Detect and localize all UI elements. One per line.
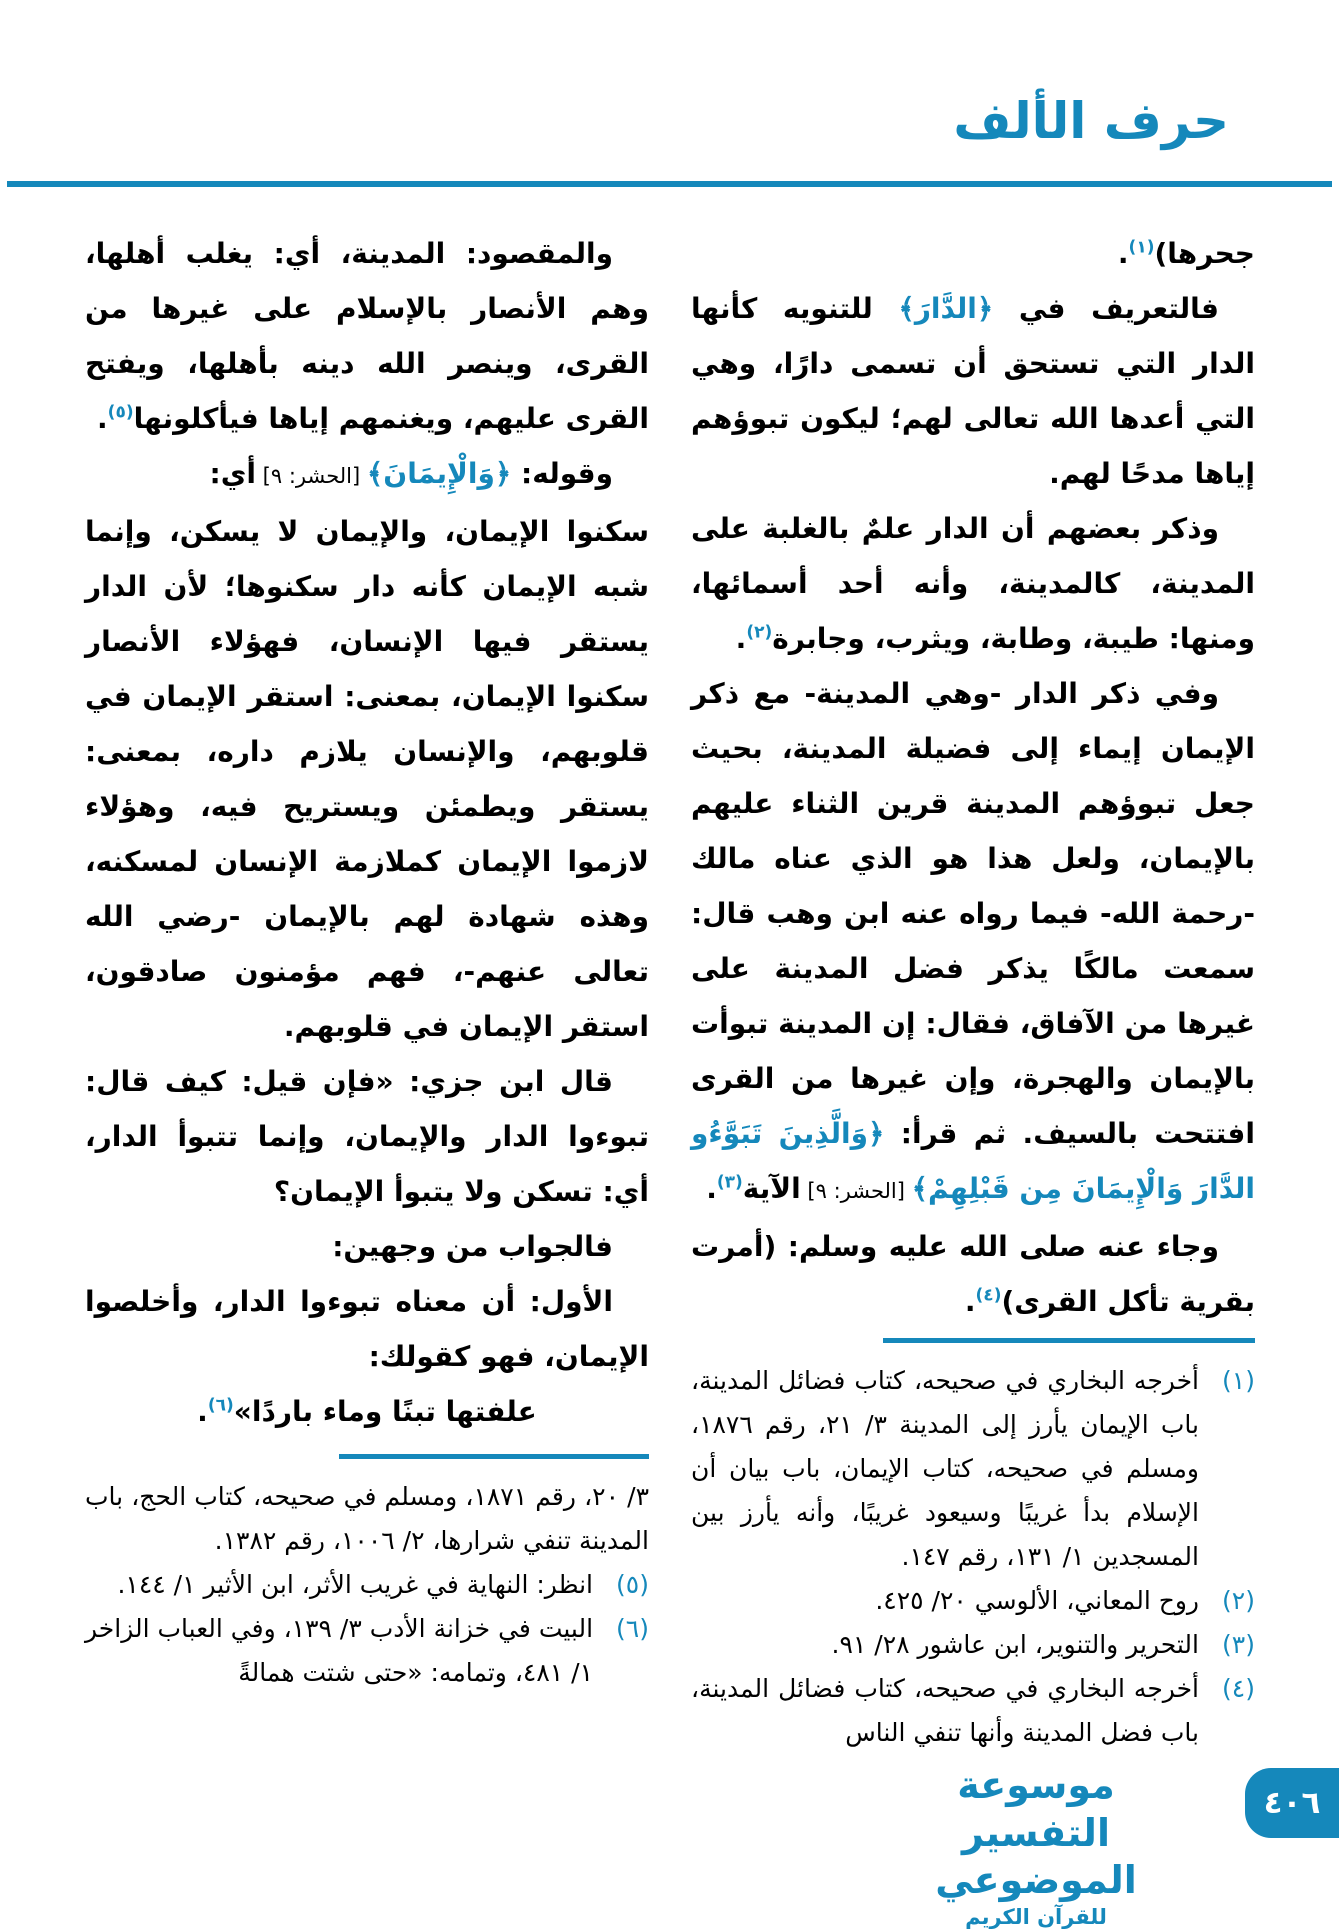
verse-citation: [الحشر: ٩] <box>256 464 367 488</box>
publisher-logo-title: موسوعة التفسير الموضوعي <box>935 1763 1137 1902</box>
quran-verse: ﴿وَالْإِيمَانَ﴾ <box>366 457 512 490</box>
footnote <box>85 1563 649 1607</box>
body-text: وفي ذكر الدار -وهي المدينة- مع ذكر الإيمان إيماء إلى فضيلة المدينة، بحيث جعل تبوؤهم المدينة قرين الثناء عليهم بالإيمان، ولعل هذا هو الذي عناه مالك -رحمة الله- فيما رواه عنه ابن وهب قال: سمعت مالكًا يذكر فضل المدينة على غيرها من الآفاق، فقال: إن المدينة تبوأت بالإيمان والهجرة، وإن غيرها من القرى افتتحت بالسيف. ثم قرأ: <box>691 677 1255 1150</box>
paragraph <box>691 501 1255 666</box>
footnote-text: ٣/ ٢٠، رقم ١٨٧١، ومسلم في صحيحه، كتاب الحج، باب المدينة تنفي شرارها، ٢/ ١٠٠٦، رقم ١٣٨٢. <box>85 1482 650 1555</box>
paragraph <box>85 1054 649 1219</box>
publisher-logo <box>881 1762 1191 1929</box>
body-text: للتنويه كأنها الدار التي تستحق أن تسمى دارًا، وهي التي أعدها الله تعالى لهم؛ ليكون تبوؤهم إياها مدحًا لهم. <box>691 292 1255 490</box>
footnote-marker: (٣) <box>1222 1630 1255 1659</box>
footnote-ref: (٤) <box>975 1285 1002 1306</box>
body-text: جحرها) <box>1154 237 1255 270</box>
paragraph <box>691 666 1255 1219</box>
paragraph <box>691 1219 1255 1329</box>
footnote-separator <box>339 1454 649 1459</box>
column-left-text <box>85 226 649 1448</box>
paragraph <box>691 226 1255 281</box>
footnote-list <box>85 1475 649 1695</box>
footnote-text: أخرجه البخاري في صحيحه، كتاب فضائل المدينة، باب الإيمان يأرز إلى المدينة ٣/ ٢١، رقم ١٨٧٦، ومسلم في صحيحه، كتاب الإيمان، باب بيان أن الإسلام بدأ غريبًا وسيعود غريبًا، وأنه يأرز بين المسجدين ١/ ١٣١، رقم ١٤٧. <box>691 1366 1200 1571</box>
paragraph <box>85 446 649 504</box>
paragraph <box>691 281 1255 501</box>
footnote-text: روح المعاني، الألوسي ٢٠/ ٤٢٥. <box>875 1586 1199 1615</box>
body-text: . <box>706 1172 717 1205</box>
body-text: . <box>1117 237 1129 270</box>
footnote-text: أخرجه البخاري في صحيحه، كتاب فضائل المدينة، باب فضل المدينة وأنها تنفي الناس <box>691 1674 1199 1747</box>
footnote-ref: (٣) <box>716 1172 743 1193</box>
footnote <box>85 1607 649 1695</box>
footnote <box>691 1667 1255 1755</box>
footnote-ref: (٥) <box>107 402 134 423</box>
footnote-text: انظر: النهاية في غريب الأثر، ابن الأثير ١/ ١٤٤. <box>117 1570 593 1599</box>
body-text: . <box>97 402 108 435</box>
column-right-text <box>691 226 1255 1330</box>
paragraph <box>85 504 649 1054</box>
page-number-badge <box>1245 1768 1339 1838</box>
body-text: سكنوا الإيمان، والإيمان لا يسكن، وإنما شبه الإيمان كأنه دار سكنوها؛ لأن الدار يستقر فيها الإنسان، فهؤلاء الأنصار سكنوا الإيمان، بمعنى: استقر الإيمان في قلوبهم، والإنسان يلازم داره، بمعنى: يستقر ويطمئن ويستريح فيه، وهؤلاء لازموا الإيمان كملازمة الإنسان لمسكنه، وهذه شهادة لهم بالإيمان -رضي الله تعالى عنهم-، فهم مؤمنون صادقون، استقر الإيمان في قلوبهم. <box>85 515 649 1043</box>
footnote <box>691 1359 1255 1579</box>
body-text: . <box>964 1285 976 1318</box>
footnote-separator <box>883 1338 1255 1343</box>
header-rule <box>7 181 1332 187</box>
verse-citation: [الحشر: ٩] <box>800 1179 912 1203</box>
footnote-ref: (٢) <box>746 622 773 643</box>
poetry-line <box>85 1384 649 1439</box>
text-columns <box>85 226 1255 1798</box>
body-text: . <box>197 1395 208 1428</box>
column-right <box>691 226 1255 1798</box>
publisher-logo-subtitle: للقرآن الكريم <box>965 1904 1107 1929</box>
footnote-text: التحرير والتنوير، ابن عاشور ٢٨/ ٩١. <box>831 1630 1199 1659</box>
body-text: وقوله: <box>511 457 613 490</box>
paragraph <box>85 226 649 446</box>
footnote-marker: (١) <box>1222 1366 1255 1395</box>
body-text: وذكر بعضهم أن الدار علمٌ بالغلبة على المدينة، كالمدينة، وأنه أحد أسمائها، ومنها: طيبة، وطابة، ويثرب، وجابرة <box>691 512 1255 655</box>
footnote-list <box>691 1359 1255 1755</box>
footnotes-right <box>691 1338 1255 1755</box>
column-left <box>85 226 649 1798</box>
footnote-marker: (٦) <box>616 1614 649 1643</box>
body-text: قال ابن جزي: «فإن قيل: كيف قال: تبوءوا الدار والإيمان، وإنما تتبوأ الدار، أي: تسكن ولا يتبوأ الإيمان؟ <box>85 1065 649 1208</box>
body-text: فالجواب من وجهين: <box>332 1230 613 1263</box>
footnote-text: البيت في خزانة الأدب ٣/ ١٣٩، وفي العباب الزاخر ١/ ٤٨١، وتمامه: «حتى شتت همالةً <box>85 1614 594 1687</box>
quran-verse: ﴿الدَّارَ﴾ <box>898 292 994 325</box>
body-text: علفتها تبنًا وماء باردًا» <box>233 1395 537 1428</box>
footnote <box>691 1623 1255 1667</box>
body-text: والمقصود: المدينة، أي: يغلب أهلها، وهم الأنصار بالإسلام على غيرها من القرى، وينصر الله دينه بأهلها، ويفتح القرى عليهم، ويغنمهم إياها فيأكلونها <box>85 237 649 435</box>
page-number: ٤٠٦ <box>1263 1785 1321 1821</box>
body-text: . <box>735 622 747 655</box>
footnote <box>691 1579 1255 1623</box>
body-text: الأول: أن معناه تبوءوا الدار، وأخلصوا الإيمان، فهو كقولك: <box>85 1285 649 1373</box>
chapter-title: حرف الألف <box>953 92 1229 150</box>
footnote-ref: (١) <box>1128 237 1155 258</box>
body-text: فالتعريف في <box>993 292 1220 325</box>
paragraph <box>85 1219 649 1274</box>
body-text: أي: <box>209 457 256 490</box>
footnote-marker: (٢) <box>1222 1586 1255 1615</box>
footnote-marker: (٤) <box>1222 1674 1255 1703</box>
body-text: الآية <box>742 1172 801 1205</box>
footnote-ref: (٦) <box>207 1395 234 1416</box>
footnote-continuation <box>85 1475 649 1563</box>
body-text: وجاء عنه صلى الله عليه وسلم: (أمرت بقرية تأكل القرى) <box>691 1230 1255 1318</box>
footnotes-left <box>85 1454 649 1695</box>
quran-verse: ﴿وَالَّذِينَ تَبَوَّءُو الدَّارَ وَالْإِيمَانَ مِن قَبْلِهِمْ﴾ <box>691 1117 1255 1205</box>
paragraph <box>85 1274 649 1384</box>
footnote-marker: (٥) <box>616 1570 649 1599</box>
